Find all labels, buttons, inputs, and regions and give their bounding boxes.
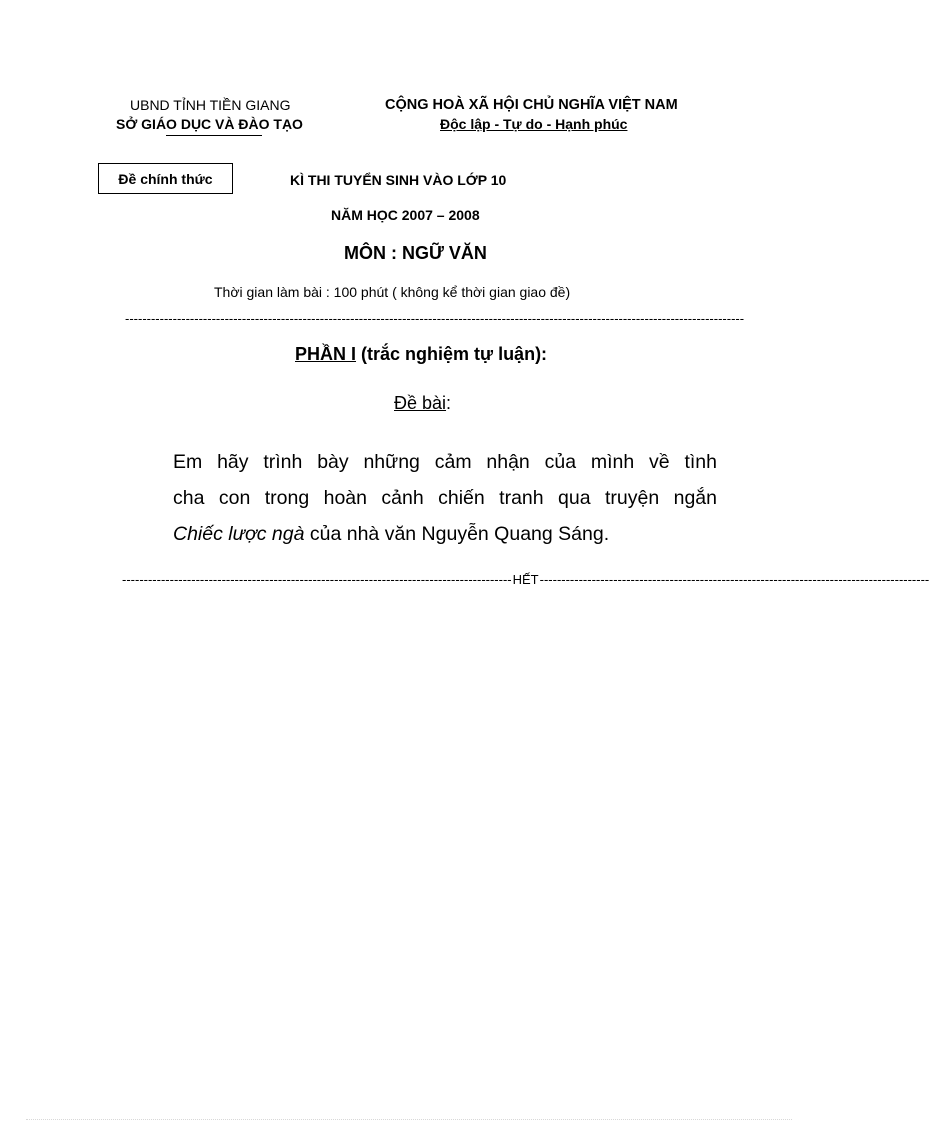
part-heading — [295, 344, 547, 365]
header-left-underline — [166, 135, 262, 136]
exam-title: KÌ THI TUYỂN SINH VÀO LỚP 10 — [290, 172, 507, 188]
essay-line-1: Em hãy trình bày những cảm nhận của mình về tình — [173, 451, 717, 473]
essay-line-2: cha con trong hoàn cảnh chiến tranh qua truyện ngắn — [173, 487, 717, 509]
subject-title: MÔN : NGỮ VĂN — [344, 243, 487, 263]
header-country: CỘNG HOÀ XÃ HỘI CHỦ NGHĨA VIỆT NAM — [385, 97, 678, 113]
prompt-label-colon: : — [446, 393, 452, 413]
end-dashes-left: ------------------------------------------------------------------------------------------ — [122, 572, 512, 587]
end-marker — [122, 572, 929, 587]
official-exam-badge — [98, 163, 233, 194]
end-word: HẾT — [512, 572, 539, 587]
separator-line: ----------------------------------------------------------------------------------------------------------------------------------------------- — [125, 311, 745, 326]
part-heading-label: PHẦN I — [295, 344, 357, 364]
header-department: SỞ GIÁO DỤC VÀ ĐÀO TẠO — [116, 116, 303, 132]
work-title: Chiếc lược ngà — [173, 523, 305, 545]
essay-line-3 — [173, 516, 717, 552]
essay-prompt — [173, 444, 717, 552]
essay-line-3-rest: của nhà văn Nguyễn Quang Sáng. — [304, 523, 610, 545]
official-exam-label: Đề chính thức — [118, 170, 213, 187]
school-year: NĂM HỌC 2007 – 2008 — [331, 207, 480, 223]
header-motto: Độc lập - Tự do - Hạnh phúc — [440, 116, 628, 132]
end-dashes-right: ------------------------------------------------------------------------------------------ — [539, 572, 929, 587]
prompt-label-text: Đề bài — [394, 393, 447, 413]
page-bottom-border — [26, 1119, 792, 1120]
time-note: Thời gian làm bài : 100 phút ( không kể thời gian giao đề) — [214, 284, 571, 300]
prompt-label — [394, 393, 451, 414]
header-authority: UBND TỈNH TIỀN GIANG — [130, 97, 291, 113]
part-heading-description: (trắc nghiệm tự luận): — [356, 344, 548, 364]
